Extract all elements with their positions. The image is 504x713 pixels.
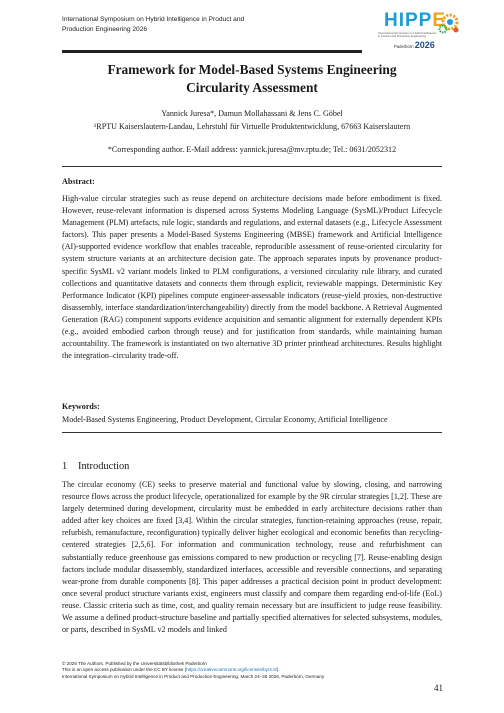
header-rule-top xyxy=(62,50,362,53)
footer-line-2-prefix: This is an open access publication under the CC BY license ( xyxy=(62,667,187,673)
introduction-heading xyxy=(62,461,129,472)
conference-header-line-2: Production Engineering 2026 xyxy=(62,25,148,33)
logo-city: Paderborn xyxy=(394,44,414,49)
logo-year xyxy=(394,40,435,50)
abstract-heading: Abstract: xyxy=(62,177,95,186)
logo-wordmark xyxy=(384,10,446,32)
paper-title-line-1: Framework for Model-Based Systems Engineering xyxy=(107,62,397,77)
logo-word-part2: E xyxy=(432,10,447,31)
keywords-rule-bottom xyxy=(62,432,442,433)
logo-subtitle xyxy=(378,32,440,39)
keywords-heading: Keywords: xyxy=(62,402,100,411)
hippe-logo xyxy=(378,10,460,50)
logo-subtitle-line-2: in Product and Production Engineering xyxy=(378,34,426,39)
logo-word-part1: HIPP xyxy=(384,10,433,31)
footer-line-3: International Symposium on Hybrid Intelligence in Product and Production Engineering, March 24–26 2026, Paderborn, Germany xyxy=(62,673,325,679)
logo-year-number: 2026 xyxy=(414,40,435,50)
license-link[interactable]: https://creativecommons.org/licenses/by/4.0/ xyxy=(186,667,277,673)
conference-header xyxy=(62,15,362,34)
affiliation: ¹RPTU Kaiserslautern-Landau, Lehrstuhl für Virtuelle Produktentwicklung, 67663 Kaiserslautern xyxy=(93,122,411,131)
introduction-text: The circular economy (CE) seeks to preserve material and functional value by slowing, closing, and narrowing resource flows across the product lifecycle, operationalized for example by the 9R circular strategies [1,2]. These are largely determined during development, circularity must be embedded in early architecture decisions rather than added after key choices are fixed [3,4]. Within the circular strategies, function-retaining approaches (reuse, repair, refurbish, remanufacture, reconfiguration) typically deliver higher ecological and economic benefits than recycling-centered strategies [2,5,6]. For information and communication technology, reuse and refurbishment can substantially reduce greenhouse gas emissions compared to new production or recycling [7]. Reuse-enabling design factors include modular disassembly, standardized interfaces, accessible and reversible connections, and separating wear-prone from durable components [8]. This paper addresses a practical decision point in product development: once several product structure variants exist, engineers must classify and compare them regarding end-of-life (EoL) reuse. Classic criteria such as time, cost, and quality remain necessary but are insufficient to judge reuse feasibility. We assume a defined product-structure baseline and partially specified alternatives for selected subsystems, modules, or parts, described in SysML v2 models and linked xyxy=(62,480,442,635)
footer-line-2-suffix: ). xyxy=(276,667,280,673)
keywords-text: Model-Based Systems Engineering, Product Development, Circular Economy, Artificial Intelligence xyxy=(62,415,388,424)
gear-cluster-icon xyxy=(438,12,460,34)
paper-title-line-2: Circularity Assessment xyxy=(186,80,318,95)
page-number: 41 xyxy=(434,683,443,693)
corresponding-author: *Corresponding author. E-Mail address: yannick.juresa@mv.rptu.de; Tel.: 0631/2052312 xyxy=(107,145,397,154)
footer-license xyxy=(62,661,462,680)
abstract-rule-top xyxy=(62,166,442,167)
abstract-text: High-value circular strategies such as reuse depend on architecture decisions made before embodiment is fixed. However, reuse-relevant information is dispersed across Systems Modeling Language (SysML)/Product Lifecycle Management (PLM) artefacts, rule logic, standards and regulations, and external datasets (e.g., Lifecycle Assessment factors). This paper presents a Model-Based Systems Engineering (MBSE) framework and Artificial Intelligence (AI)-supported evidence workflow that enables traceable, reproducible assessment of reuse-oriented circularity for system structure variants at an architecture decision gate. The approach separates inputs by provenance product-specific SysML v2 variant models linked to PLM configurations, a versioned circularity rule library, and curated collections and quantitative datasets and connects them through explicit, reviewable mappings. Deterministic Key Performance Indicator (KPI) pipelines compute engineer-assessable indicators (reuse-yield proxies, non-destructive disassembly, interface standardization/interchangeability) directly from the model backbone. A Retrieval Augmented Generation (RAG) component supports evidence acquisition and semantic alignment for externally dependent KPIs (e.g., avoided embodied carbon through reuse) and for justification from standards, while maintaining human accountability. The framework is instantiated on two alternative 3D printer printhead architectures. Results highlight the integration–circularity trade-off. xyxy=(62,194,442,361)
introduction-title: Introduction xyxy=(78,461,130,472)
paper-title xyxy=(40,61,464,97)
conference-header-line-1: International Symposium on Hybrid Intelligence in Product and xyxy=(62,16,245,23)
authors: Yannick Juresa*, Damun Mollahassani & Jens C. Göbel xyxy=(161,109,343,118)
logo-subtitle-line-1: International Symposium on Hybrid Intelligence xyxy=(378,31,437,35)
introduction-number: 1 xyxy=(62,461,68,472)
footer-line-1: © 2026 The Authors. Published by the Universitätsbibliothek Paderborn xyxy=(62,661,207,666)
